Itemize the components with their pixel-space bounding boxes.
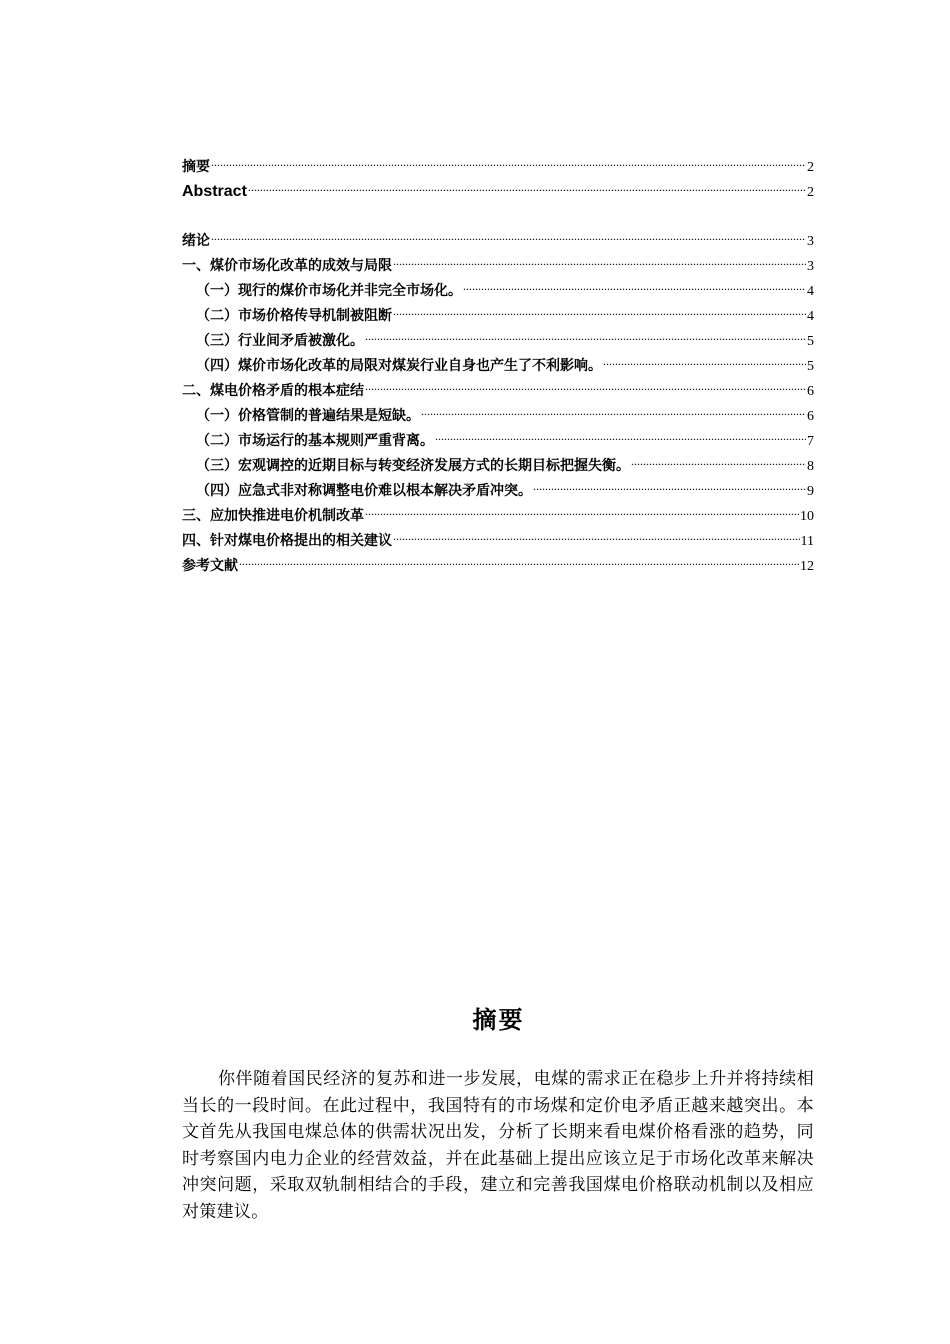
- toc-dot-leader: [421, 395, 806, 420]
- toc-entry-page: 6: [807, 384, 814, 399]
- toc-entry-title: （三）行业间矛盾被激化。: [196, 333, 364, 349]
- toc-dot-leader: [248, 171, 806, 196]
- toc-dot-leader: [211, 220, 806, 245]
- toc-dot-leader: [393, 520, 800, 545]
- toc-dot-leader: [533, 470, 806, 495]
- toc-entry-abstract-en[interactable]: [182, 171, 814, 200]
- toc-entry-page: 11: [800, 534, 814, 549]
- abstract-heading: 摘要: [472, 1006, 525, 1034]
- toc-entry-title: （二）市场价格传导机制被阻断: [196, 308, 392, 324]
- toc-entry-page: 7: [807, 434, 814, 449]
- toc-entry[interactable]: [182, 245, 814, 274]
- toc-entry-title: 摘要: [182, 159, 210, 175]
- toc-entry-title: （四）煤价市场化改革的局限对煤炭行业自身也产生了不利影响。: [196, 358, 602, 374]
- toc-dot-leader: [393, 295, 806, 320]
- toc-spacer: [182, 196, 814, 220]
- toc-entry-title: 一、煤价市场化改革的成效与局限: [182, 258, 392, 274]
- toc-dot-leader: [435, 420, 806, 445]
- toc-entry-page: 5: [807, 359, 814, 374]
- toc-entry-title: （一）现行的煤价市场化并非完全市场化。: [196, 283, 462, 299]
- toc-dot-leader: [211, 146, 806, 171]
- abstract-paragraph: 你伴随着国民经济的复苏和进一步发展，电煤的需求正在稳步上升并将持续相当长的一段时间。在此过程中，我国特有的市场煤和定价电矛盾正越来越突出。本文首先从我国电煤总体的供需状况出发，分析了长期来看电煤价格看涨的趋势，同时考察国内电力企业的经营效益，并在此基础上提出应该立足于市场化改革来解决冲突问题，采取双轨制相结合的手段，建立和完善我国煤电价格联动机制以及相应对策建议。: [182, 1069, 814, 1222]
- toc-entry-title: （四）应急式非对称调整电价难以根本解决矛盾冲突。: [196, 483, 532, 499]
- toc-entry-title: 绪论: [182, 233, 210, 249]
- toc-entry-title: 二、煤电价格矛盾的根本症结: [182, 383, 364, 399]
- table-of-contents: [182, 146, 814, 574]
- toc-entry-page: 3: [807, 234, 814, 249]
- toc-dot-leader: [365, 495, 799, 520]
- toc-entry-page: 10: [800, 509, 814, 524]
- toc-entry-title: 三、应加快推进电价机制改革: [182, 508, 364, 524]
- toc-entry-page: 9: [807, 484, 814, 499]
- toc-entry[interactable]: [182, 220, 814, 249]
- toc-entry-page: 12: [800, 559, 814, 574]
- toc-dot-leader: [631, 445, 806, 470]
- toc-entry-page: 2: [807, 185, 814, 200]
- toc-dot-leader: [603, 345, 806, 370]
- toc-entry-page: 3: [807, 259, 814, 274]
- toc-entry-title: 参考文献: [182, 558, 238, 574]
- toc-entry-title: 四、针对煤电价格提出的相关建议: [182, 533, 392, 549]
- toc-entry-page: 2: [807, 160, 814, 175]
- toc-dot-leader: [463, 270, 806, 295]
- toc-entry-page: 4: [807, 284, 814, 299]
- toc-entry[interactable]: [182, 545, 814, 574]
- toc-entry-title: （二）市场运行的基本规则严重背离。: [196, 433, 434, 449]
- toc-dot-leader: [393, 245, 806, 270]
- toc-entry-title: （一）价格管制的普遍结果是短缺。: [196, 408, 420, 424]
- toc-entry-title: （三）宏观调控的近期目标与转变经济发展方式的长期目标把握失衡。: [196, 458, 630, 474]
- toc-dot-leader: [239, 545, 799, 570]
- toc-dot-leader: [365, 320, 806, 345]
- toc-entry-page: 8: [807, 459, 814, 474]
- toc-entry-page: 6: [807, 409, 814, 424]
- toc-entry-title: Abstract: [182, 183, 247, 200]
- toc-entry-abstract-cn[interactable]: [182, 146, 814, 175]
- toc-dot-leader: [365, 370, 806, 395]
- toc-entry-page: 4: [807, 309, 814, 324]
- toc-entry-page: 5: [807, 334, 814, 349]
